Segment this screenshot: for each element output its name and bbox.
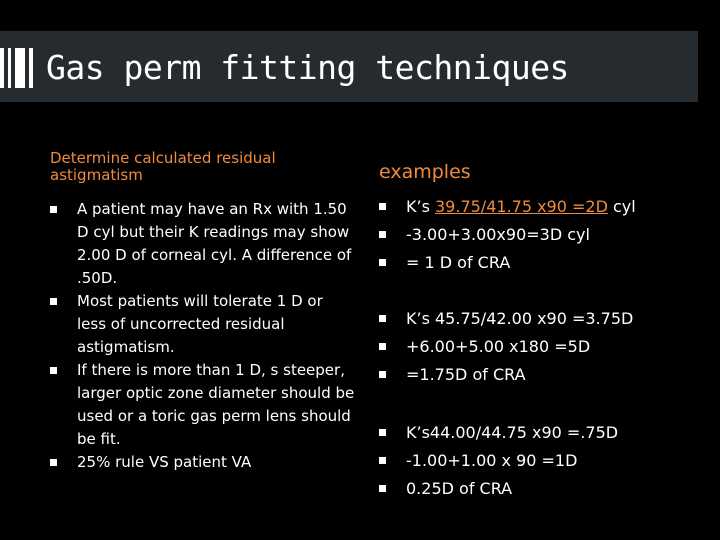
- square-bullet-icon: [379, 343, 386, 350]
- title-decoration-bar: [29, 48, 33, 88]
- square-bullet-icon: [50, 367, 57, 374]
- title-decoration-bar: [15, 48, 25, 88]
- list-item: K’s 45.75/42.00 x90 =3.75D: [379, 305, 709, 333]
- square-bullet-icon: [379, 485, 386, 492]
- example-group-2: [379, 305, 709, 389]
- list-item: +6.00+5.00 x180 =5D: [379, 333, 709, 361]
- square-bullet-icon: [379, 429, 386, 436]
- list-item: A patient may have an Rx with 1.50 D cyl but their K readings may show 2.00 D of corneal cyl. A difference of .50D.: [50, 198, 355, 290]
- example-group-1: [379, 193, 709, 277]
- slide-title: Gas perm fitting techniques: [46, 48, 569, 87]
- list-item: If there is more than 1 D, s steeper, larger optic zone diameter should be used or a toric gas perm lens should be fit.: [50, 359, 355, 451]
- square-bullet-icon: [50, 206, 57, 213]
- example-group-3: [379, 419, 709, 503]
- left-column-heading: Determine calculated residual astigmatism: [50, 149, 276, 184]
- square-bullet-icon: [379, 457, 386, 464]
- list-item: 25% rule VS patient VA: [50, 451, 355, 474]
- right-column-heading: examples: [379, 161, 471, 183]
- list-item: -3.00+3.00x90=3D cyl: [379, 221, 709, 249]
- square-bullet-icon: [379, 203, 386, 210]
- highlighted-calculation: 39.75/41.75 x90 =2D: [435, 197, 608, 216]
- square-bullet-icon: [379, 315, 386, 322]
- title-decoration-bar: [8, 48, 11, 88]
- list-item: =1.75D of CRA: [379, 361, 709, 389]
- left-bullet-list: [50, 198, 355, 474]
- list-item: 0.25D of CRA: [379, 475, 709, 503]
- list-item: = 1 D of CRA: [379, 249, 709, 277]
- title-decoration-bar: [0, 48, 4, 88]
- list-item: K’s44.00/44.75 x90 =.75D: [379, 419, 709, 447]
- square-bullet-icon: [379, 259, 386, 266]
- square-bullet-icon: [379, 371, 386, 378]
- list-item: K’s 39.75/41.75 x90 =2D cyl: [379, 193, 709, 221]
- square-bullet-icon: [50, 298, 57, 305]
- list-item: -1.00+1.00 x 90 =1D: [379, 447, 709, 475]
- list-item: Most patients will tolerate 1 D or less of uncorrected residual astigmatism.: [50, 290, 355, 359]
- square-bullet-icon: [50, 459, 57, 466]
- square-bullet-icon: [379, 231, 386, 238]
